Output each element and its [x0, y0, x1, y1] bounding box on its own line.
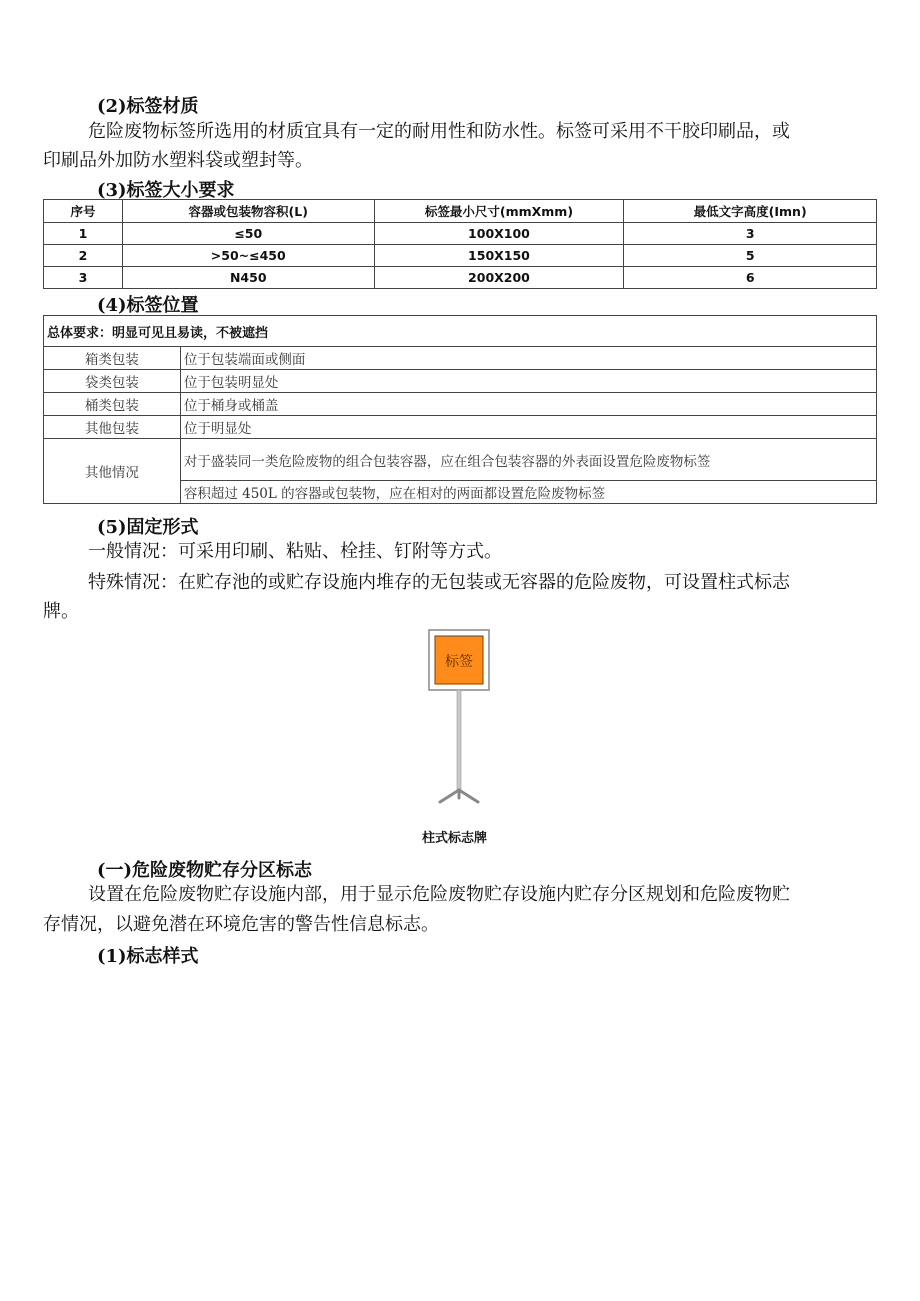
table-header-cell: 序号	[44, 200, 123, 223]
table-cell: ≤50	[122, 223, 374, 245]
table-cell: 200X200	[374, 267, 624, 289]
package-category: 箱类包装	[44, 347, 181, 370]
paragraph-general-case: 一般情况：可采用印刷、粘贴、栓挂、钉附等方式。	[88, 541, 502, 562]
section-heading-sign-style: (1)标志样式	[97, 946, 199, 967]
table-row	[44, 439, 877, 481]
table-row	[44, 245, 877, 267]
position-description: 位于桶身或桶盖	[180, 393, 876, 416]
position-description: 位于包装端面或侧面	[180, 347, 876, 370]
package-category: 袋类包装	[44, 370, 181, 393]
table-header-row	[44, 200, 877, 223]
table-row	[44, 393, 877, 416]
section-heading-label-position: (4)标签位置	[97, 295, 199, 316]
table-row	[44, 347, 877, 370]
table-cell: 1	[44, 223, 123, 245]
paragraph-material-line2: 印刷品外加防水塑料袋或塑封等。	[43, 150, 313, 171]
table-cell: 150X150	[374, 245, 624, 267]
package-category: 其他包装	[44, 416, 181, 439]
table-row	[44, 316, 877, 347]
section-heading-storage-zone-sign: (一)危险废物贮存分区标志	[97, 860, 313, 881]
sign-leg-left	[440, 790, 459, 802]
label-position-table	[43, 315, 877, 504]
section-heading-label-material: (2)标签材质	[97, 96, 199, 117]
section-heading-label-size: (3)标签大小要求	[97, 180, 235, 201]
position-description: 位于包装明显处	[180, 370, 876, 393]
sign-pole	[457, 690, 461, 792]
table-cell: 3	[624, 223, 877, 245]
figure-caption: 柱式标志牌	[422, 831, 488, 846]
table-cell: N450	[122, 267, 374, 289]
table-cell: 100X100	[374, 223, 624, 245]
position-description: 位于明显处	[180, 416, 876, 439]
position-description: 对于盛装同一类危险废物的组合包装容器，应在组合包装容器的外表面设置危险废物标签	[180, 439, 876, 481]
section-heading-fixing-method: (5)固定形式	[97, 517, 199, 538]
overall-requirement: 总体要求：明显可见且易读，不被遮挡	[44, 316, 877, 347]
table-row	[44, 223, 877, 245]
sign-leg-right	[459, 790, 478, 802]
paragraph-special-case-line2: 牌。	[43, 601, 79, 622]
package-category: 其他情况	[44, 439, 181, 504]
paragraph-special-case-line1: 特殊情况：在贮存池的或贮存设施内堆存的无包装或无容器的危险废物，可设置柱式标志	[88, 572, 790, 593]
table-header-cell: 容器或包装物容积(L)	[122, 200, 374, 223]
table-cell: 3	[44, 267, 123, 289]
table-header-cell: 标签最小尺寸(mmXmm)	[374, 200, 624, 223]
table-row	[44, 267, 877, 289]
table-cell: 6	[624, 267, 877, 289]
table-row	[44, 416, 877, 439]
table-cell: 2	[44, 245, 123, 267]
position-description: 容积超过 450L 的容器或包装物，应在相对的两面都设置危险废物标签	[180, 481, 876, 504]
table-header-cell: 最低文字高度(Imn)	[624, 200, 877, 223]
paragraph-zone-line2: 存情况，以避免潜在环境危害的警告性信息标志。	[43, 914, 439, 935]
table-cell: 5	[624, 245, 877, 267]
post-sign-illustration	[420, 628, 500, 808]
table-cell: >50~≤450	[122, 245, 374, 267]
paragraph-material-line1: 危险废物标签所选用的材质宜具有一定的耐用性和防水性。标签可采用不干胶印刷品，或	[88, 121, 790, 142]
package-category: 桶类包装	[44, 393, 181, 416]
label-size-table	[43, 199, 877, 289]
table-row	[44, 370, 877, 393]
paragraph-zone-line1: 设置在危险废物贮存设施内部，用于显示危险废物贮存设施内贮存分区规划和危险废物贮	[88, 884, 790, 905]
sign-text: 标签	[445, 654, 473, 670]
